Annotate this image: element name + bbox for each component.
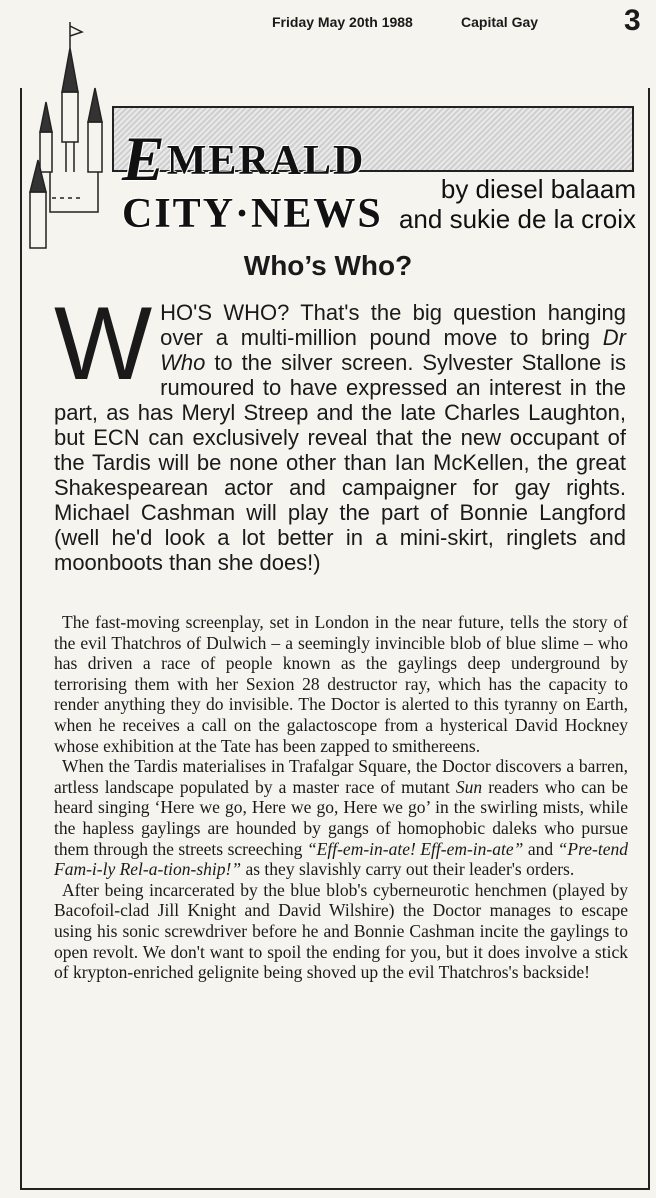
paragraph-em: Sun bbox=[455, 776, 483, 797]
paragraph: The fast-moving screenplay, set in London in the near future, tells the story of the evil Thatchros of Dulwich – a seemingly invincible blob of blue slime – who has driven a race of people known as the gaylings deep underground by terrorising them with her Sexion 28 destructor ray, which has the capacity to render anything they do invisible. The Doctor is alerted to this tyranny on Earth, when he receives a call on the galactoscope from a hysterical David Hockney whose exhibition at the Tate has been zapped to smithereens. bbox=[54, 612, 628, 756]
page-number: 3 bbox=[624, 4, 641, 37]
paragraph-text: When the Tardis materialises in Trafalgar Square, the Doctor discovers a barren, artless landscape populated by a master race of mutant bbox=[54, 756, 628, 797]
byline bbox=[399, 174, 636, 234]
paragraph-text: readers who can be heard singing ‘Here we go, Here we go, Here we go’ in the swirling mists, while the hapless gaylings are hounded by gangs of homophobic daleks who pursue them through the streets screeching bbox=[54, 776, 628, 859]
issue-date: Friday May 20th 1988 bbox=[272, 14, 413, 30]
publication-name: Capital Gay bbox=[461, 14, 539, 30]
drop-cap: W bbox=[54, 286, 153, 402]
paragraph-quote: “Eff-em-in-ate! Eff-em-in-ate” bbox=[306, 838, 524, 859]
paragraph: After being incarcerated by the blue blob's cyberneurotic henchmen (played by Bacofoil-clad Jill Knight and David Wilshire) the Doctor manages to escape using his sonic screwdriver before he and Bonnie Cashman incite the gaylings to open revolt. We don't want to spoil the ending for you, but it does involve a stick of krypton-enriched gelignite being shoved up the evil Thatchros's backside! bbox=[54, 879, 628, 983]
lead-text-1: HO'S WHO? That's the big question hanging over a multi-million pound move to bring bbox=[160, 300, 626, 350]
paragraph-quote: “Pre-tend Fam-i-ly Rel-a-tion-ship!” bbox=[54, 838, 628, 880]
article-lead bbox=[54, 286, 626, 575]
lead-text-em: Dr Who bbox=[160, 325, 626, 375]
paragraph-text: and bbox=[523, 838, 558, 859]
paragraph-text: as they slavishly carry out their leader's orders. bbox=[241, 859, 575, 880]
article-headline: Who’s Who? bbox=[243, 250, 413, 281]
byline-line-1: by diesel balaam bbox=[440, 174, 636, 204]
column-title-initial: E bbox=[122, 123, 167, 194]
byline-line-2: and sukie de la croix bbox=[398, 204, 636, 234]
lead-text-2: to the silver screen. Sylvester Stallone is rumoured to have expressed an interest in the part, as has Meryl Streep and the late Charles Laughton, but ECN can exclusively reveal that the new occupant of the Tardis will be none other than Ian McKellen, the great Shakespearean actor and campaigner for gay rights. Michael Cashman will play the part of Bonnie Langford (well he'd look a lot better in a mini-skirt, ringlets and moonboots than she does!) bbox=[54, 350, 626, 575]
article-body bbox=[54, 612, 628, 983]
column-title-rest: MERALD CITY·NEWS bbox=[122, 138, 383, 237]
paragraph bbox=[54, 756, 628, 880]
castle-illustration-icon bbox=[28, 22, 120, 252]
